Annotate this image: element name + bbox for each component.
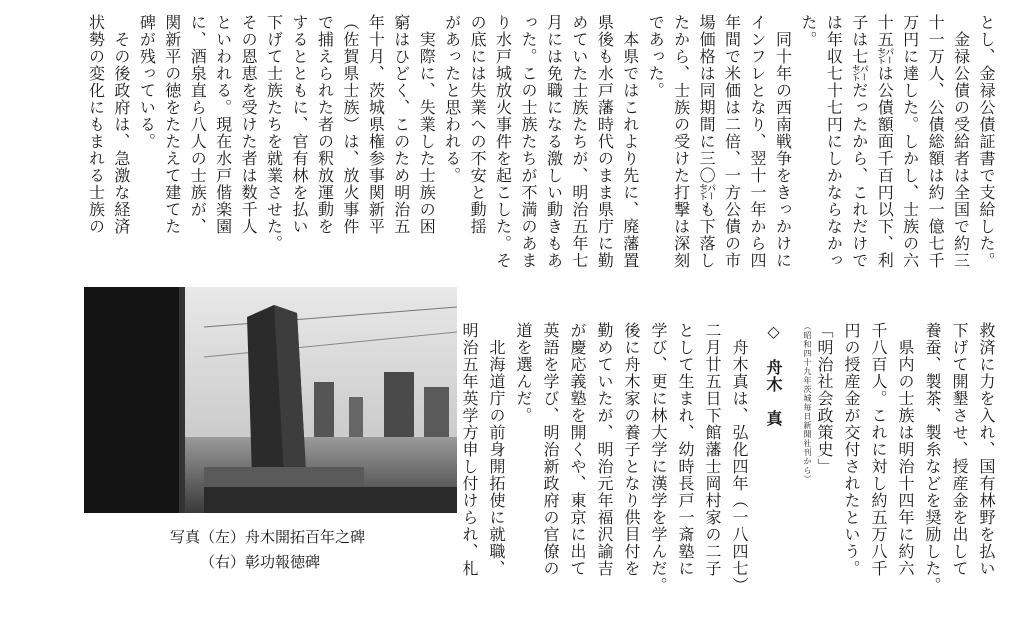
photo-caption: [170, 525, 390, 575]
text-column: があったと思われる。: [442, 14, 462, 184]
text-column: とし、金禄公債証書で支給した。: [976, 14, 996, 269]
text-column: 実際に、失業した士族の困: [417, 14, 437, 235]
text-column: 学び、更に林大学に漢学を学んだ。: [649, 322, 668, 594]
text-column: り水戸城放火事件を起こした。そ: [493, 14, 513, 269]
text-column: 明治五年英学方申し付けられ、札: [460, 322, 479, 577]
text-column: 窮はひどく、このため明治五: [391, 14, 411, 235]
text-column: 円の授産金が交付されたという。: [842, 322, 861, 577]
text-column: 場価格は同期間に三〇㌫も下落し: [697, 14, 717, 269]
text-column: が慶応義塾を開くや、東京に出て: [568, 322, 587, 577]
text-column: 舟木真は、弘化四年（一八四七）: [730, 322, 749, 594]
monument-photo-icon: [84, 287, 457, 513]
text-column: 十五㌫は公債額面千百円以下、利: [875, 14, 895, 269]
text-column: として生まれ、幼時長戸一斎塾に: [676, 322, 695, 577]
text-column: の底には失業への不安と動揺: [468, 14, 488, 235]
text-column: 万円に達した。しかし、士族の六: [900, 14, 920, 269]
text-column: 救済に力を入れ、国有林野を払い: [977, 322, 996, 577]
text-column: その後政府は、急激な経済: [111, 14, 131, 235]
text-column: 二月廿五日下館藩士岡村家の二子: [703, 322, 722, 577]
text-column: 金禄公債の受給者は全国で約三: [951, 14, 971, 269]
text-column: に、酒泉直ら八人の士族が、: [188, 14, 208, 235]
text-column: 状勢の変化にもまれる士族の: [86, 14, 106, 235]
text-column: インフレとなり、翌十一年から四: [747, 14, 767, 269]
text-column: 下げて開墾させ、授産金を出して: [950, 322, 969, 577]
text-column: 道を選んだ。: [514, 322, 533, 424]
monument-photo: [84, 287, 457, 513]
text-column: 養蚕、製茶、製糸などを奨励した。: [923, 322, 942, 594]
text-column: 英語を学び、明治新政府の官僚の: [541, 322, 560, 577]
text-column: 「明治社会政策史」: [815, 322, 834, 475]
text-column: 関新平の徳をたたえて建てた: [162, 14, 182, 235]
text-column: 本県ではこれより先に、廃藩置: [620, 14, 640, 269]
text-column: った。この士族たちが不満のあま: [518, 14, 538, 269]
text-column: 県後も水戸藩時代のまま県庁に勤: [595, 14, 615, 269]
text-column: 碑が残っている。: [137, 14, 157, 150]
text-column: するとともに、官有林を払い: [289, 14, 309, 235]
text-column: 月には免職になる激しい動きもあ: [544, 14, 564, 269]
text-column: 下げて士族たちを就業させた。: [264, 14, 284, 252]
text-column: 年十月、茨城県権参事関新平: [366, 14, 386, 235]
text-column: （佐賀県士族）は、放火事件: [340, 14, 360, 235]
text-column: その恩恵を受けた者は数千人: [239, 14, 259, 235]
text-column: 子は七㌫だったから、これだけで: [849, 14, 869, 269]
text-column: といわれる。現在水戸偕楽園: [213, 14, 233, 235]
text-column: は年収七十七円にしかならなかっ: [824, 14, 844, 269]
source-note: （昭和四十九年茨城毎日新聞社刊から）: [803, 322, 812, 484]
caption-line-1: 写真（左）舟木開拓百年之碑: [170, 528, 366, 546]
text-column: 同十年の西南戦争をきっかけに: [773, 14, 793, 269]
text-column: 県内の士族は明治十四年に約六: [896, 322, 915, 577]
caption-line-2: （右）彰功報徳碑: [200, 553, 321, 571]
text-column: たから、士族の受けた打撃は深刻: [671, 14, 691, 269]
text-column: 十一万人、公債総額は約一億七千: [926, 14, 946, 269]
text-column: であった。: [646, 14, 666, 99]
text-column: で捕えられた者の釈放運動を: [315, 14, 335, 235]
text-column: 北海道庁の前身開拓使に就職、: [487, 322, 506, 577]
section-heading: ◇ 舟木 真: [764, 322, 783, 427]
text-column: めていた士族たちが、明治五年七: [569, 14, 589, 269]
text-column: 年間で米価は二倍、一方公債の市: [722, 14, 742, 269]
text-column: 千八百人。これに対し約五万八千: [869, 322, 888, 577]
text-column: 後に舟木家の養子となり供目付を: [622, 322, 641, 577]
text-column: 勤めていたが、明治元年福沢諭吉: [595, 322, 614, 577]
text-column: た。: [798, 14, 818, 48]
